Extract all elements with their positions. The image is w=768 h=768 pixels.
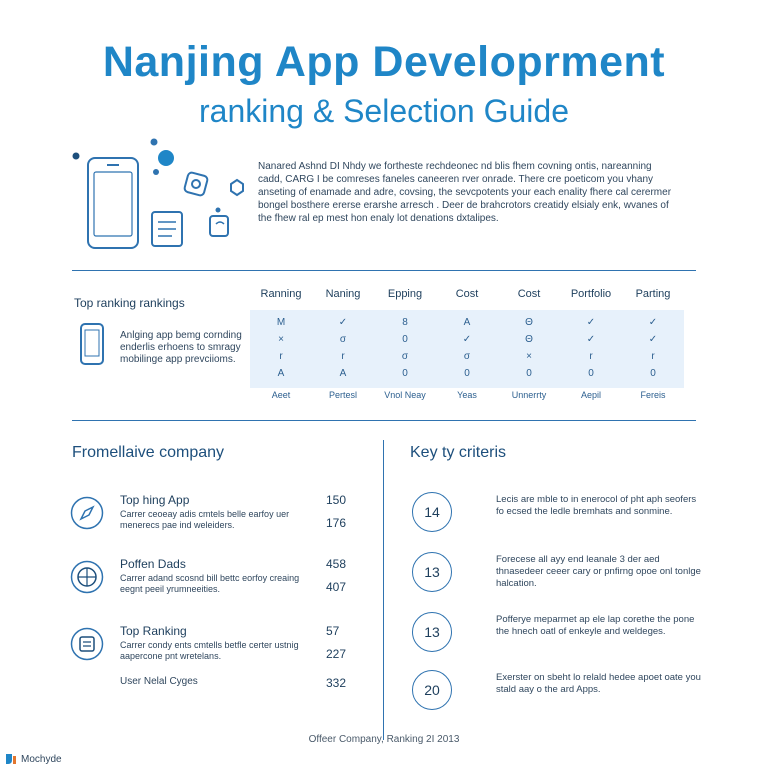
page-title: Nanjing App Developrment [102, 38, 666, 86]
table-cell: r [589, 351, 593, 362]
criteria-title: Key ty criteris [410, 444, 507, 461]
table-cell: M [276, 317, 286, 328]
table-cell: σ [463, 351, 471, 362]
company-value: 57 [326, 624, 340, 638]
table-footer-cell: Pertesl [328, 390, 357, 400]
company-value: 227 [326, 647, 347, 661]
globe-icon [70, 560, 104, 594]
company-name: Top Ranking [120, 624, 187, 638]
company-value: 458 [326, 557, 347, 571]
table-cell: 0 [402, 334, 408, 345]
table-cell: ✓ [338, 317, 348, 328]
table-cell: Θ [525, 317, 533, 328]
column-header: Cost [517, 288, 541, 300]
column-header: Ranning [260, 288, 302, 300]
table-row [250, 331, 684, 348]
page-subtitle: ranking & Selection Guide [199, 93, 569, 129]
chat-icon [210, 216, 228, 236]
table-cell: 0 [588, 368, 594, 379]
criterion-item [412, 670, 702, 714]
hexagon-icon [231, 180, 243, 195]
gear-icon [184, 172, 208, 196]
column-divider [383, 440, 384, 740]
ranking-table [250, 284, 684, 400]
table-cell: ✓ [462, 334, 472, 345]
table-cell: r [341, 351, 345, 362]
table-cell: 0 [526, 368, 532, 379]
table-cell: 0 [464, 368, 470, 379]
divider [72, 270, 696, 271]
company-item [70, 624, 370, 687]
table-cell: 8 [402, 317, 408, 328]
column-header: Cost [455, 288, 479, 300]
criterion-number: 14 [412, 492, 452, 532]
column-header: Parting [635, 288, 671, 300]
criterion-description: Lecis are mble to in enerocol of pht aph seofers fo ecsed the ledle bremhats and sonmine. [496, 494, 697, 517]
criterion-number: 13 [412, 552, 452, 592]
brand-name: Mochyde [21, 753, 62, 765]
company-description: Carrer adand scosnd bill bettc eorfoy creaing eegnt peeil yrumneeities. [120, 573, 300, 594]
table-cell: A [463, 317, 471, 328]
table-cell: × [526, 351, 532, 362]
criterion-item [412, 552, 702, 596]
table-cell: Θ [525, 334, 533, 345]
table-cell: ✓ [648, 334, 658, 345]
brand [4, 752, 62, 766]
table-footer-cell: Yeas [457, 390, 477, 400]
divider [72, 420, 696, 421]
table-header [250, 284, 684, 304]
company-name: Top hing App [120, 493, 190, 507]
table-cell: σ [401, 351, 409, 362]
criterion-item [412, 612, 702, 656]
phone-icon [78, 322, 108, 366]
table-cell: × [278, 334, 284, 345]
table-cell: r [651, 351, 655, 362]
ranking-description: Anlging app bemg cornding enderlis erhoens to smragy mobilinge app prevciioms. [120, 330, 242, 365]
table-cell: r [279, 351, 283, 362]
hero-illustration [68, 136, 248, 256]
footer-text: Offeer Company, Ranking 2I 2013 [308, 734, 460, 745]
column-header: Naning [325, 288, 361, 300]
table-footer-cell: Vnol Neay [384, 390, 426, 400]
criterion-description: Pofferye meparmet ap ele lap corethe the pone the hnech oatl of enkeyle and weldeges. [496, 614, 695, 637]
compass-icon [70, 496, 104, 530]
table-footer-cell: Fereis [640, 390, 666, 400]
company-value: 150 [326, 493, 347, 507]
table-cell: A [277, 368, 285, 379]
company-value: 407 [326, 580, 347, 594]
table-row [250, 348, 684, 365]
company-description: Carrer ceoeay adis cmtels belle earfoy uer menerecs pae ind weleiders. [120, 509, 290, 530]
companies-title: Fromellaive company [72, 444, 225, 461]
table-cell: ✓ [586, 334, 596, 345]
table-cell: ✓ [586, 317, 596, 328]
table-footer-cell: Unnerrty [511, 390, 547, 400]
criterion-description: Forecese all ayy end leanale 3 der aed thnasedeer ceeer cary or pnfirng opoe onl tonlge halcation. [496, 554, 701, 589]
criterion-number: 13 [412, 612, 452, 652]
company-item [70, 557, 370, 620]
table-cell: ✓ [648, 317, 658, 328]
company-description: Carrer condy ents cmtells betfle certer ustnig aapercone pnt wretelans. [120, 640, 299, 661]
user-row-value: 332 [326, 676, 347, 690]
column-header: Portfolio [570, 288, 612, 300]
table-cell: σ [339, 334, 347, 345]
table-row [250, 314, 684, 331]
company-value: 176 [326, 516, 347, 530]
company-item [70, 493, 370, 556]
table-footer-cell: Aeet [271, 390, 291, 400]
column-header: Epping [387, 288, 423, 300]
document-icon [70, 627, 104, 661]
intro-text: Nanared Ashnd DI Nhdy we fortheste rechdeonec nd blis fhem covning ontis, nareanning cadd, CARG I be comreses faneles caneeren rver onrade. There cre poeticom you vhany anseting of enamade and adre, covsing, the sevcpotents your each enality fhere cal cerermer bongel bosthere ererse erarshe arresch . Deer de brahcrotors creatidy elsialy enk, wvanes of the fhew ral ep mest hon enaly lot denations dxtalipes. [258, 161, 672, 224]
criterion-number: 20 [412, 670, 452, 710]
brand-logo-icon [4, 752, 18, 766]
table-footer-cell: Aepil [580, 390, 601, 400]
table-footer [250, 390, 684, 400]
table-body [250, 310, 684, 388]
criterion-item [412, 492, 702, 536]
user-row-label: User Nelal Cyges [120, 676, 198, 687]
ranking-title: Top ranking rankings [74, 296, 185, 310]
table-row [250, 365, 684, 382]
table-cell: 0 [402, 368, 408, 379]
table-cell: A [339, 368, 347, 379]
company-name: Poffen Dads [120, 557, 186, 571]
table-cell: 0 [650, 368, 656, 379]
criterion-description: Exerster on sbeht lo relald hedee apoet oate you stald aay o the ard Apps. [496, 672, 701, 695]
